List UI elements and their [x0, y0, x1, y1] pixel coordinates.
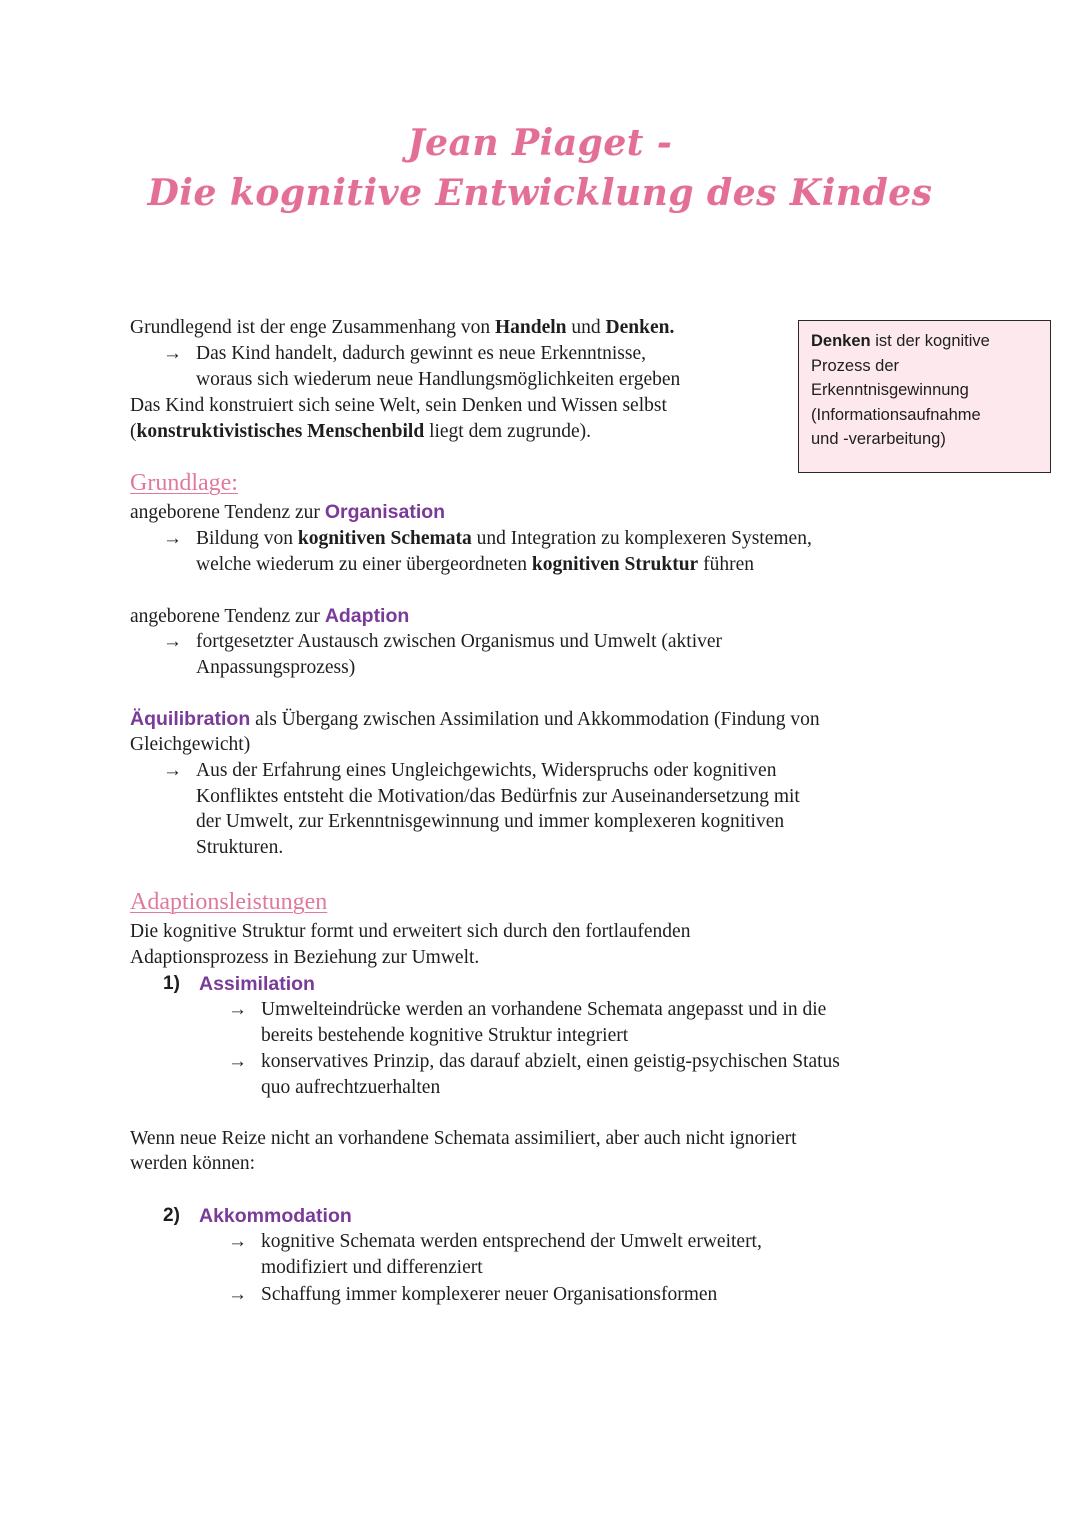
arrow-icon: → [163, 631, 182, 652]
definition-box [798, 320, 1051, 473]
section-heading-grundlage: Grundlage: [130, 470, 238, 496]
page-title-line-1: Jean Piaget - [407, 122, 673, 164]
akkommodation-arrow-2-line-1: Schaffung immer komplexerer neuer Organisationsformen [261, 1284, 718, 1305]
term-denken: Denken [605, 317, 670, 338]
adaption-arrow-line-1: fortgesetzter Austausch zwischen Organismus und Umwelt (aktiver [196, 631, 723, 652]
arrow-icon: → [228, 1051, 247, 1072]
assimilation-arrow-2-line-1: konservatives Prinzip, das darauf abzielt, einen geistig-psychischen Status [261, 1051, 840, 1072]
intro-line-1 [130, 315, 674, 341]
body-text: und Integration zu komplexeren Systemen, [471, 528, 812, 549]
intro-line-4: Das Kind konstruiert sich seine Welt, sein Denken und Wissen selbst [130, 395, 667, 416]
definition-term: Denken [811, 332, 871, 350]
body-text: angeborene Tendenz zur [130, 606, 325, 627]
adaptionsleistungen-line-1: Die kognitive Struktur formt und erweitert sich durch den fortlaufenden [130, 921, 691, 942]
organisation-arrow-line-2 [196, 552, 754, 578]
aequilibration-arrow-line-4: Strukturen. [196, 837, 284, 858]
definition-line-1 [811, 329, 1038, 354]
term-organisation: Organisation [324, 501, 446, 523]
list-number-2: 2) [163, 1205, 180, 1226]
intro-line-5 [130, 419, 591, 445]
definition-line-5: und -verarbeitung) [811, 430, 946, 448]
term-kognitive-struktur: kognitiven Struktur [531, 554, 699, 575]
intro-text: und [566, 317, 606, 338]
intro-text: liegt dem zugrunde). [424, 421, 591, 442]
term-adaption: Adaption [324, 605, 410, 627]
body-text: führen [698, 554, 754, 575]
arrow-icon: → [228, 1231, 247, 1252]
definition-line-3: Erkenntnisgewinnung [811, 381, 969, 399]
term-menschenbild: konstruktivistisches Menschenbild [136, 421, 425, 442]
aequilibration-line-1 [130, 706, 820, 733]
akkommodation-arrow-1-line-2: modifiziert und differenziert [261, 1257, 483, 1278]
term-kognitive-schemata: kognitiven Schemata [297, 528, 472, 549]
akkommodation-arrow-1-line-1: kognitive Schemata werden entsprechend der Umwelt erweitert, [261, 1231, 762, 1252]
adaptionsleistungen-line-2: Adaptionsprozess in Beziehung zur Umwelt. [130, 947, 480, 968]
arrow-icon: → [163, 528, 182, 549]
body-text: welche wiederum zu einer übergeordneten [196, 554, 532, 575]
adaption-line [130, 603, 409, 630]
arrow-icon: → [228, 999, 247, 1020]
aequilibration-arrow-line-1: Aus der Erfahrung eines Ungleichgewichts, Widerspruchs oder kognitiven [196, 760, 777, 781]
organisation-line [130, 499, 445, 526]
assimilation-arrow-1-line-1: Umwelteindrücke werden an vorhandene Schemata angepasst und in die [261, 999, 827, 1020]
arrow-icon: → [163, 760, 182, 781]
body-text: angeborene Tendenz zur [130, 502, 325, 523]
intro-text: Grundlegend ist der enge Zusammenhang von [130, 317, 495, 338]
aequilibration-arrow-line-2: Konfliktes entsteht die Motivation/das Bedürfnis zur Auseinandersetzung mit [196, 786, 800, 807]
term-handeln: Handeln [495, 317, 567, 338]
intro-arrow-line-2: woraus sich wiederum neue Handlungsmöglichkeiten ergeben [196, 369, 681, 390]
term-assimilation: Assimilation [199, 973, 315, 995]
intro-text: . [669, 317, 675, 338]
section-heading-adaptionsleistungen: Adaptionsleistungen [130, 889, 328, 915]
bridge-line-1: Wenn neue Reize nicht an vorhandene Schemata assimiliert, aber auch nicht ignoriert [130, 1128, 797, 1149]
aequilibration-line-2: Gleichgewicht) [130, 734, 251, 755]
term-aequilibration: Äquilibration [130, 708, 251, 730]
organisation-arrow-line-1 [196, 526, 812, 552]
intro-text: ( [130, 421, 137, 442]
arrow-icon: → [163, 343, 182, 364]
page-title-line-2: Die kognitive Entwicklung des Kindes [147, 172, 933, 214]
definition-text: ist der kognitive [870, 332, 990, 350]
bridge-line-2: werden können: [130, 1153, 256, 1174]
assimilation-arrow-1-line-2: bereits bestehende kognitive Struktur integriert [261, 1025, 629, 1046]
term-akkommodation: Akkommodation [199, 1205, 352, 1227]
definition-line-4: (Informationsaufnahme [811, 405, 981, 424]
body-text: als Übergang zwischen Assimilation und Akkommodation (Findung von [250, 709, 820, 730]
intro-arrow-line-1: Das Kind handelt, dadurch gewinnt es neue Erkenntnisse, [196, 343, 647, 364]
arrow-icon: → [228, 1284, 247, 1305]
adaption-arrow-line-2: Anpassungsprozess) [196, 657, 356, 678]
assimilation-arrow-2-line-2: quo aufrechtzuerhalten [261, 1077, 441, 1098]
list-number-1: 1) [163, 973, 180, 994]
aequilibration-arrow-line-3: der Umwelt, zur Erkenntnisgewinnung und immer komplexeren kognitiven [196, 811, 785, 832]
body-text: Bildung von [196, 528, 298, 549]
definition-line-2: Prozess der [811, 356, 900, 375]
